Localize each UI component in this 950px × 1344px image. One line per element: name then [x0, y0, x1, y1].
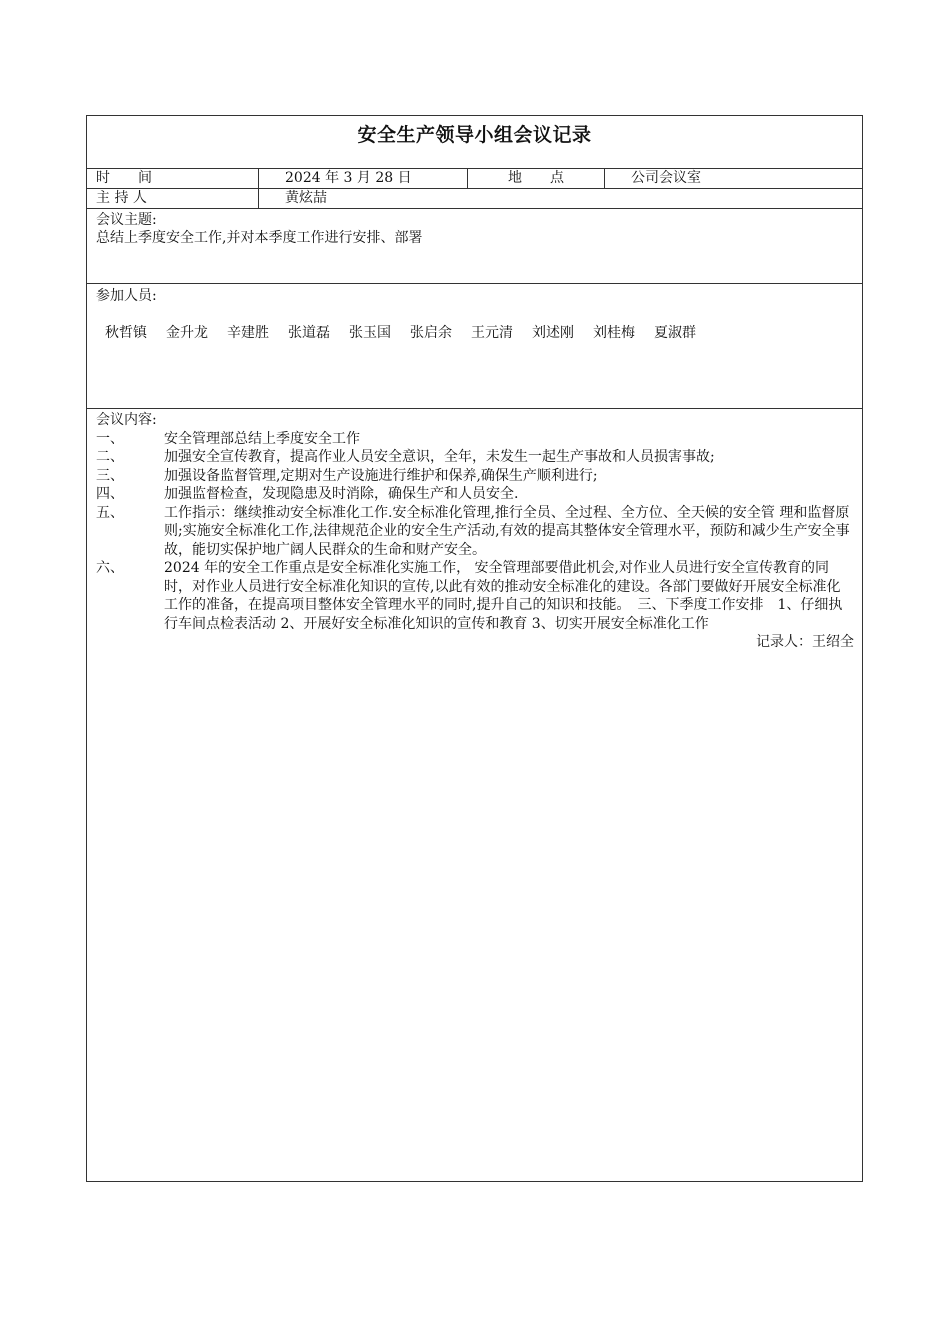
participant-name: 刘桂梅 [593, 325, 635, 341]
content-item [96, 485, 854, 504]
item-text: 加强安全宣传教育，提高作业人员安全意识，全年，未发生一起生产事故和人员损害事故; [164, 449, 715, 465]
host-label: 主 持 人 [87, 189, 259, 208]
content-item [96, 504, 854, 560]
item-text: 2024 年的安全工作重点是安全标准化实施工作， 安全管理部要借此机会,对作业人员进行安全宣传教育的同时，对作业人员进行安全标准化知识的宣传,以此有效的推动安全标准化的建设。各部门要做好开展安全标准化工作的准备，在提高项目整体安全管理水平的同时,提升自己的知识和技能。 三、下季度工作安排 1、仔细执行车间点检表活动 2、开展好安全标准化知识的宣传和教育 3、切实开展安全标准化工作 [164, 560, 843, 632]
title-row [87, 116, 862, 169]
participant-name: 秋哲镇 [105, 325, 147, 341]
participant-name: 王元清 [471, 325, 513, 341]
content-item [96, 559, 854, 633]
item-number: 二、 [96, 449, 124, 465]
time-value: 2024 年 3 月 28 日 [259, 169, 468, 188]
participant-name: 刘述刚 [532, 325, 574, 341]
time-place-row [87, 169, 862, 189]
content-section [87, 409, 862, 652]
time-label: 时 间 [87, 169, 259, 188]
participant-name: 张道磊 [288, 325, 330, 341]
participant-name: 张启余 [410, 325, 452, 341]
participants-section [87, 284, 862, 409]
meeting-record-form [86, 115, 863, 1182]
recorder-signature: 记录人：王绍全 [756, 634, 854, 650]
item-number: 四、 [96, 486, 124, 502]
content-label: 会议内容: [96, 412, 157, 428]
participant-name: 夏淑群 [654, 325, 696, 341]
document-title: 安全生产领导小组会议记录 [357, 124, 592, 146]
item-text: 加强监督检查，发现隐患及时消除，确保生产和人员安全. [164, 486, 519, 502]
content-item [96, 430, 854, 449]
item-number: 三、 [96, 467, 124, 484]
participant-name: 金升龙 [166, 325, 208, 341]
participants-label: 参加人员: [96, 288, 157, 304]
participants-list [96, 324, 853, 342]
item-number: 一、 [96, 430, 124, 447]
topic-label: 会议主题: [96, 212, 157, 228]
topic-text: 总结上季度安全工作,并对本季度工作进行安排、部署 [96, 230, 423, 246]
host-row [87, 189, 862, 209]
host-value: 黄炫喆 [285, 190, 327, 206]
content-item [96, 448, 854, 467]
item-text: 加强设备监督管理,定期对生产设施进行维护和保养,确保生产顺利进行; [164, 467, 598, 484]
item-text: 工作指示：继续推动安全标准化工作.安全标准化管理,推行全员、全过程、全方位、全天候的安全管 理和监督原则;实施安全标准化工作,法律规范企业的安全生产活动,有效的提高其整体安全管理水平，预防和减少生产安全事故，能切实保护地广阔人民群众的生命和财产安全。 [164, 504, 850, 558]
place-value: 公司会议室 [631, 170, 701, 186]
topic-section [87, 209, 862, 284]
participant-name: 张玉国 [349, 325, 391, 341]
place-label: 地 点 [468, 169, 605, 188]
item-number: 六、 [96, 560, 124, 576]
participant-name: 辛建胜 [227, 325, 269, 341]
item-number: 五、 [96, 504, 124, 521]
item-text: 安全管理部总结上季度安全工作 [164, 430, 360, 447]
content-item [96, 467, 854, 486]
